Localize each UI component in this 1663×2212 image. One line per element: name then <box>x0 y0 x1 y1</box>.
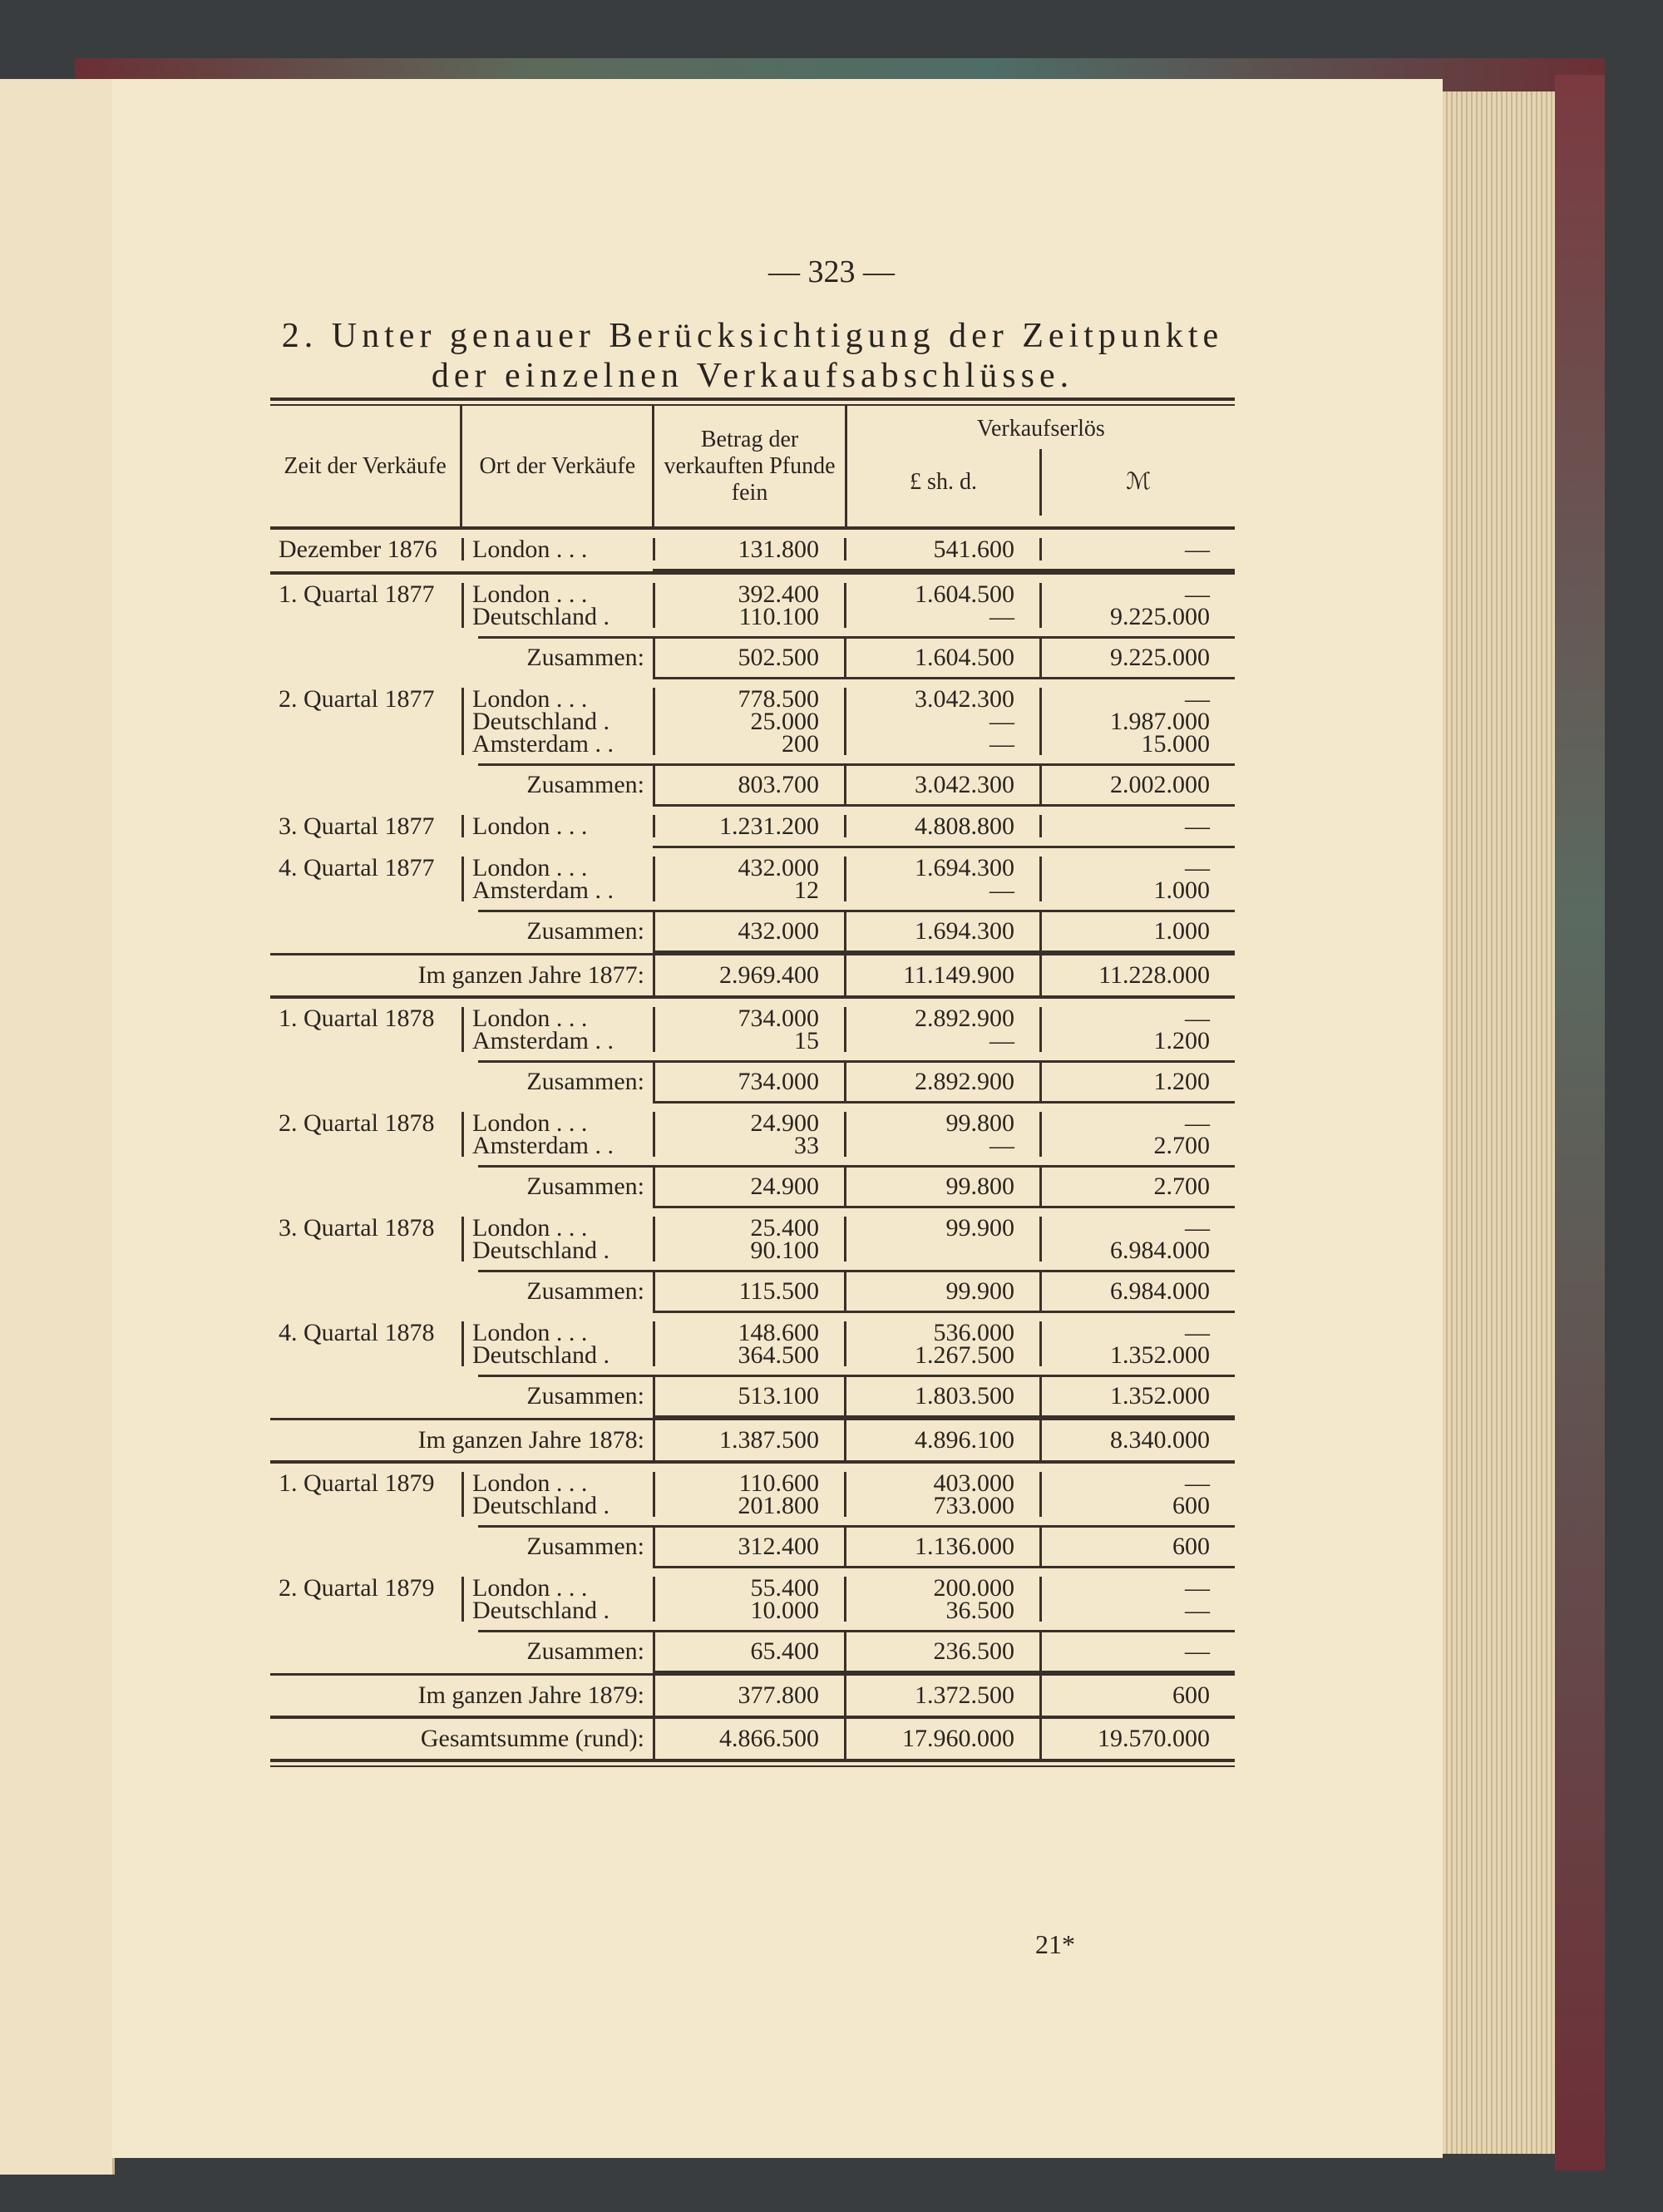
table-body <box>270 530 1235 1759</box>
year-betrag: 1.387.500 <box>653 1420 844 1460</box>
section-title: 2. Unter genauer Berücksichtigung der Zeitpunkte der einzelnen Verkaufsabschlüsse. <box>281 317 1224 395</box>
year-betrag: 2.969.400 <box>653 955 844 995</box>
amount-pounds-fine: 90.100 <box>750 1237 819 1264</box>
place: London . . . <box>472 580 588 608</box>
subtotal-mark: 2.002.000 <box>1039 766 1235 804</box>
book-cover-right <box>1555 75 1605 2170</box>
year-mark: 11.228.000 <box>1039 955 1235 995</box>
subtotal-pound: 99.800 <box>844 1168 1039 1206</box>
subtotal-row <box>478 1270 1235 1311</box>
left-page <box>0 79 115 2175</box>
table-row <box>270 848 1235 910</box>
subtotal-pound: 1.604.500 <box>844 639 1039 677</box>
proceeds-mark: 1.200 <box>1153 1027 1210 1054</box>
place: Amsterdam . . <box>472 1027 614 1054</box>
subtotal-betrag: 312.400 <box>653 1528 844 1566</box>
subtotal-mark: 2.700 <box>1039 1168 1235 1206</box>
year-total-row <box>270 1418 1235 1460</box>
place: Deutschland . <box>472 1341 609 1369</box>
subtotal-mark: 6.984.000 <box>1039 1272 1235 1311</box>
subtotal-pound: 99.900 <box>844 1272 1039 1311</box>
proceeds-mark: — <box>1185 1597 1210 1624</box>
header-betrag: Betrag der verkauften Pfunde fein <box>652 406 844 526</box>
subtotal-mark: 1.200 <box>1039 1063 1235 1101</box>
grand-total-betrag: 4.866.500 <box>653 1719 844 1759</box>
amount-pounds-fine: 200 <box>782 730 819 758</box>
grand-total-pound: 17.960.000 <box>844 1719 1039 1759</box>
subtotal-row <box>478 1630 1235 1671</box>
proceeds-pound: — <box>989 1132 1014 1159</box>
year-total-row <box>270 953 1235 995</box>
subtotal-row <box>478 636 1235 677</box>
proceeds-mark: — <box>1185 1214 1210 1242</box>
table-row <box>270 1568 1235 1630</box>
grand-total-mark: 19.570.000 <box>1039 1719 1235 1759</box>
subtotal-betrag: 734.000 <box>653 1063 844 1101</box>
amount-pounds-fine: 25.400 <box>750 1214 819 1242</box>
period: 1. Quartal 1879 <box>279 1469 435 1497</box>
header-erloes-group <box>845 406 1235 526</box>
place: London . . . <box>472 536 588 563</box>
proceeds-mark: 600 <box>1172 1492 1210 1519</box>
proceeds-pound: 99.800 <box>945 1109 1014 1137</box>
place: Amsterdam . . <box>472 730 614 758</box>
proceeds-mark: 1.352.000 <box>1110 1341 1210 1369</box>
subtotal-betrag: 513.100 <box>653 1377 844 1415</box>
subtotal-row <box>478 1375 1235 1415</box>
subtotal-mark: — <box>1039 1632 1235 1671</box>
table-header <box>270 406 1235 530</box>
year-pound: 4.896.100 <box>844 1420 1039 1460</box>
place: London . . . <box>472 1319 588 1346</box>
subtotal-label: Zusammen: <box>526 1637 644 1665</box>
year-betrag: 377.800 <box>653 1676 844 1716</box>
year-total-row <box>270 1673 1235 1716</box>
period: 2. Quartal 1878 <box>279 1109 435 1137</box>
period: 2. Quartal 1879 <box>279 1574 435 1602</box>
subtotal-mark: 1.352.000 <box>1039 1377 1235 1415</box>
year-mark: 600 <box>1039 1676 1235 1716</box>
table-row <box>270 1464 1235 1525</box>
proceeds-pound: 1.694.300 <box>915 854 1014 881</box>
subtotal-label: Zusammen: <box>526 1533 644 1560</box>
amount-pounds-fine: 392.400 <box>738 580 819 608</box>
proceeds-mark: — <box>1185 1005 1210 1032</box>
period: 3. Quartal 1877 <box>279 812 435 840</box>
amount-pounds-fine: 131.800 <box>738 536 819 563</box>
proceeds-mark: 2.700 <box>1153 1132 1210 1159</box>
subtotal-mark: 9.225.000 <box>1039 639 1235 677</box>
proceeds-pound: 403.000 <box>933 1469 1014 1497</box>
proceeds-pound: — <box>989 603 1014 630</box>
table-row <box>270 575 1235 636</box>
place: Deutschland . <box>472 1492 609 1519</box>
amount-pounds-fine: 432.000 <box>738 854 819 881</box>
amount-pounds-fine: 55.400 <box>750 1574 819 1602</box>
proceeds-pound: 3.042.300 <box>915 685 1014 713</box>
subtotal-label: Zusammen: <box>526 771 644 798</box>
header-pound: £ sh. d. <box>910 469 977 495</box>
page-number: — 323 — <box>768 254 895 289</box>
proceeds-mark: 6.984.000 <box>1110 1237 1210 1264</box>
proceeds-pound: 541.600 <box>933 536 1014 563</box>
proceeds-pound: 733.000 <box>933 1492 1014 1519</box>
place: Deutschland . <box>472 1237 609 1264</box>
subtotal-row <box>478 1165 1235 1206</box>
year-label: Im ganzen Jahre 1878: <box>417 1426 644 1454</box>
place: London . . . <box>472 685 588 713</box>
header-mark: ℳ <box>1039 449 1235 516</box>
place: London . . . <box>472 854 588 881</box>
proceeds-mark: — <box>1185 1574 1210 1602</box>
table-row <box>270 679 1235 763</box>
amount-pounds-fine: 33 <box>794 1132 819 1159</box>
amount-pounds-fine: 25.000 <box>750 708 819 735</box>
subtotal-pound: 236.500 <box>844 1632 1039 1671</box>
amount-pounds-fine: 201.800 <box>738 1492 819 1519</box>
grand-total-label: Gesamtsumme (rund): <box>420 1725 644 1752</box>
subtotal-row <box>478 763 1235 804</box>
proceeds-mark: — <box>1185 1319 1210 1346</box>
subtotal-pound: 1.803.500 <box>844 1377 1039 1415</box>
subtotal-mark: 600 <box>1039 1528 1235 1566</box>
year-pound: 11.149.900 <box>844 955 1039 995</box>
place: London . . . <box>472 1214 588 1242</box>
period: 4. Quartal 1877 <box>279 854 435 881</box>
subtotal-row <box>478 1525 1235 1566</box>
subtotal-mark: 1.000 <box>1039 912 1235 950</box>
proceeds-pound: — <box>989 876 1014 904</box>
place: Amsterdam . . <box>472 1132 614 1159</box>
subtotal-betrag: 24.900 <box>653 1168 844 1206</box>
header-erloes: Verkaufserlös <box>976 416 1105 442</box>
proceeds-pound: 536.000 <box>933 1319 1014 1346</box>
proceeds-mark: — <box>1185 1109 1210 1137</box>
period: 3. Quartal 1878 <box>279 1214 435 1242</box>
place: Deutschland . <box>472 1597 609 1624</box>
period: 1. Quartal 1878 <box>279 1005 435 1032</box>
proceeds-mark: — <box>1185 580 1210 608</box>
proceeds-pound: 1.267.500 <box>915 1341 1014 1369</box>
period: Dezember 1876 <box>279 536 437 563</box>
amount-pounds-fine: 148.600 <box>738 1319 819 1346</box>
subtotal-betrag: 115.500 <box>653 1272 844 1311</box>
place: London . . . <box>472 1574 588 1602</box>
bottom-rule <box>270 1759 1235 1767</box>
page-edges <box>1443 91 1555 2154</box>
proceeds-mark: — <box>1185 812 1210 840</box>
year-label: Im ganzen Jahre 1877: <box>417 961 644 989</box>
place: Deutschland . <box>472 603 609 630</box>
period: 1. Quartal 1877 <box>279 580 435 608</box>
proceeds-pound: 36.500 <box>945 1597 1014 1624</box>
place: London . . . <box>472 1109 588 1137</box>
amount-pounds-fine: 110.100 <box>738 603 819 630</box>
header-zeit: Zeit der Verkäufe <box>284 452 447 479</box>
amount-pounds-fine: 110.600 <box>738 1469 819 1497</box>
proceeds-mark: — <box>1185 685 1210 713</box>
header-ort: Ort der Verkäufe <box>460 406 652 526</box>
proceeds-mark: — <box>1185 1469 1210 1497</box>
table-row <box>270 1313 1235 1375</box>
amount-pounds-fine: 24.900 <box>750 1109 819 1137</box>
proceeds-pound: 1.604.500 <box>915 580 1014 608</box>
place: London . . . <box>472 1005 588 1032</box>
amount-pounds-fine: 734.000 <box>738 1005 819 1032</box>
amount-pounds-fine: 12 <box>794 876 819 904</box>
place: London . . . <box>472 812 588 840</box>
proceeds-pound: 2.892.900 <box>915 1005 1014 1032</box>
proceeds-mark: 1.000 <box>1153 876 1210 904</box>
subtotal-pound: 2.892.900 <box>844 1063 1039 1101</box>
amount-pounds-fine: 364.500 <box>738 1341 819 1369</box>
amount-pounds-fine: 1.231.200 <box>719 812 819 840</box>
year-mark: 8.340.000 <box>1039 1420 1235 1460</box>
proceeds-mark: — <box>1185 536 1210 563</box>
year-label: Im ganzen Jahre 1879: <box>417 1681 644 1709</box>
proceeds-pound: 200.000 <box>933 1574 1014 1602</box>
proceeds-mark: 1.987.000 <box>1110 708 1210 735</box>
subtotal-betrag: 502.500 <box>653 639 844 677</box>
subtotal-label: Zusammen: <box>526 1382 644 1410</box>
table-row <box>270 1104 1235 1165</box>
subtotal-pound: 1.694.300 <box>844 912 1039 950</box>
subtotal-row <box>478 910 1235 950</box>
subtotal-label: Zusammen: <box>526 1173 644 1200</box>
subtotal-betrag: 65.400 <box>653 1632 844 1671</box>
proceeds-pound: 99.900 <box>945 1214 1014 1242</box>
period: 2. Quartal 1877 <box>279 685 435 713</box>
proceeds-pound <box>855 1239 1014 1262</box>
table-row <box>270 1208 1235 1270</box>
amount-pounds-fine: 15 <box>794 1027 819 1054</box>
year-pound: 1.372.500 <box>844 1676 1039 1716</box>
signature-mark: 21* <box>1035 1929 1075 1959</box>
top-rule <box>270 397 1235 406</box>
subtotal-row <box>478 1060 1235 1101</box>
subtotal-label: Zusammen: <box>526 644 644 671</box>
proceeds-pound: — <box>989 730 1014 758</box>
grand-total-row <box>270 1719 1235 1759</box>
sales-table <box>270 397 1235 1767</box>
subtotal-betrag: 432.000 <box>653 912 844 950</box>
table-row <box>270 530 1235 569</box>
amount-pounds-fine: 778.500 <box>738 685 819 713</box>
subtotal-label: Zusammen: <box>526 1277 644 1305</box>
place: London . . . <box>472 1469 588 1497</box>
period: 4. Quartal 1878 <box>279 1319 435 1346</box>
proceeds-pound: — <box>989 708 1014 735</box>
subtotal-pound: 3.042.300 <box>844 766 1039 804</box>
subtotal-pound: 1.136.000 <box>844 1528 1039 1566</box>
subtotal-betrag: 803.700 <box>653 766 844 804</box>
proceeds-mark: 9.225.000 <box>1110 603 1210 630</box>
subtotal-label: Zusammen: <box>526 1068 644 1095</box>
proceeds-mark: 15.000 <box>1141 730 1210 758</box>
proceeds-pound: — <box>989 1027 1014 1054</box>
proceeds-mark: — <box>1185 854 1210 881</box>
place: Amsterdam . . <box>472 876 614 904</box>
proceeds-pound: 4.808.800 <box>915 812 1014 840</box>
subtotal-label: Zusammen: <box>526 917 644 945</box>
amount-pounds-fine: 10.000 <box>750 1597 819 1624</box>
table-row <box>270 999 1235 1060</box>
table-row <box>270 807 1235 846</box>
place: Deutschland . <box>472 708 609 735</box>
